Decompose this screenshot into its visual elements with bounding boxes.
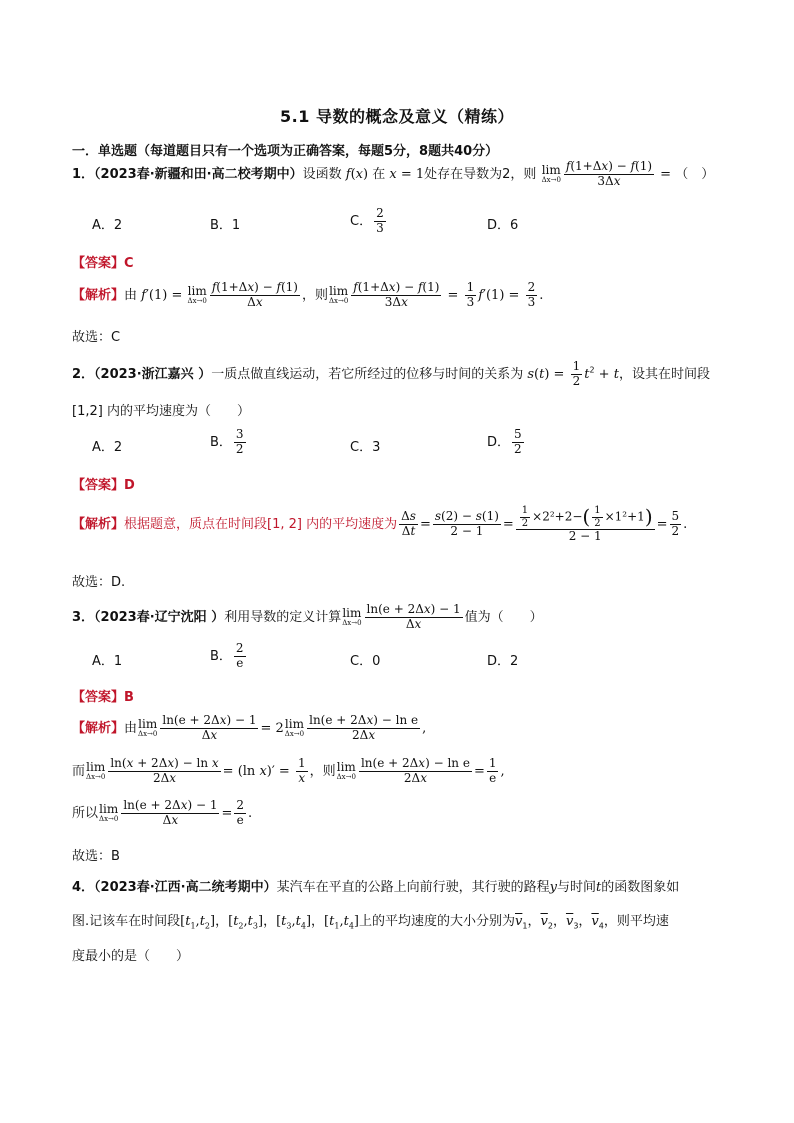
option-b: B． $\frac{2}{e}$ [210, 641, 244, 670]
answer-value: B [124, 690, 134, 705]
question-source: （2023春·新疆和田·高二校考期中） [94, 166, 303, 182]
option-a: A．2 [92, 440, 123, 455]
choice-line: 故选：B [72, 849, 120, 864]
option-c: C．0 [350, 654, 381, 669]
analysis-line: 【解析】由 f′(1) = lim Δx→0 $\frac{f(1+\Delta x) - f(1)}{\Delta x}$ ，则lim Δx→0 $\frac{f(1+\Delta x) - f(1)}{3\Delta x}$ = $\frac{1}{3}$ f′(1) = $\frac{2}{3}$ . [72, 280, 544, 309]
option-d: D．2 [487, 654, 519, 669]
option-d: D．6 [487, 218, 519, 233]
question-source: （2023春·江西·高二统考期中） [94, 880, 277, 895]
answer-value: D [124, 478, 135, 493]
option-a: A．1 [92, 654, 123, 669]
analysis-line: 【解析】由lim Δx→0 $\frac{\ln(e + 2\Delta x) - 1}{\Delta x}$ = 2lim Δx→0 $\frac{\text{ln(e + 2Δx) − ln e}}{2\Delta x}$ , [72, 713, 427, 742]
question-4: 4．（2023春·江西·高二统考期中）某汽车在平直的公路上向前行驶，其行驶的路程y与时间t的函数图象如 [72, 880, 680, 895]
choice-line: 故选：C [72, 330, 121, 345]
option-b: B．1 [210, 218, 241, 233]
analysis-line: 【解析】根据题意，质点在时间段[1, 2] 内的平均速度为 $\frac{\Delta s}{\Delta t}$ = $\frac{s(2) - s(1)}{2 - 1}$ = $\frac{1}{2}$ ×2²+2−( $\frac{1}{2}$ ×1²+1) 2 − 1 = $\frac{5}{2}$ . [72, 504, 688, 543]
answer-line: 【答案】C [72, 256, 134, 271]
question-source: （2023·浙江嘉兴 ） [94, 366, 212, 382]
answer-blank: （ ） [675, 166, 715, 182]
question-4-line-3: 度最小的是（ ） [72, 949, 190, 964]
answer-line: 【答案】D [72, 478, 135, 493]
option-c: C． $\frac{2}{3}$ [350, 206, 384, 235]
answer-line: 【答案】B [72, 690, 134, 705]
question-2: 2．（2023·浙江嘉兴 ）一质点做直线运动，若它所经过的位移与时间的关系为 s(t) = $\frac{1}{2}$ $t^2 + t$，设其在时间段 [72, 359, 710, 388]
page-title: 5.1 导数的概念及意义（精练） [280, 107, 514, 126]
choice-line: 故选：D. [72, 575, 126, 590]
question-2-cont: [1,2] 内的平均速度为（ ） [72, 404, 250, 419]
fraction: $\frac{f(1+\Delta x) - f(1)}{3\Delta x}$ [565, 159, 653, 188]
option-c: C．3 [350, 440, 381, 455]
question-1: 1．（2023春·新疆和田·高二校考期中）设函数 f(x) 在 x = 1处存在导数为2，则 lim Δx→0 $\frac{f(1+\Delta x) - f(1)}{3\Delta x}$ = （ ） [72, 159, 715, 188]
section-heading: 一．单选题（每道题目只有一个选项为正确答案，每题5分，8题共40分） [72, 144, 499, 159]
option-a: A．2 [92, 218, 123, 233]
limit-expression: lim Δx→0 [541, 163, 561, 185]
question-3: 3．（2023春·辽宁沈阳 ）利用导数的定义计算lim Δx→0 $\frac{\ln(e + 2\Delta x) - 1}{\Delta x}$ 值为（ ） [72, 602, 543, 631]
question-source: （2023春·辽宁沈阳 ） [94, 609, 225, 625]
option-d: D． $\frac{5}{2}$ [487, 427, 522, 456]
answer-value: C [124, 256, 134, 271]
analysis-line-3: 所以lim Δx→0 $\frac{\ln(e + 2\Delta x) - 1}{\Delta x}$ = $\frac{2}{e}$ . [72, 798, 253, 827]
option-b: B． $\frac{3}{2}$ [210, 427, 244, 456]
question-4-line-2: 图.记该车在时间段$[t_1,t_2]$，$[t_2,t_3]$，$[t_3,t_4]$，$[t_1,t_4]$上的平均速度的大小分别为$\overline{v}_1$，$\overline{v}_2$，$\overline{v}_3$，$\overline{v}_4$，则平均速 [72, 914, 669, 931]
analysis-line-2: 而lim Δx→0 $\frac{\text{ln(x + 2Δx) − ln x}}{2\Delta x}$ = (ln x)′ = $\frac{1}{x}$ ，则lim Δx→0 $\frac{\text{ln(e + 2Δx) − ln e}}{2\Delta x}$ = $\frac{1}{e}$ , [72, 756, 505, 785]
